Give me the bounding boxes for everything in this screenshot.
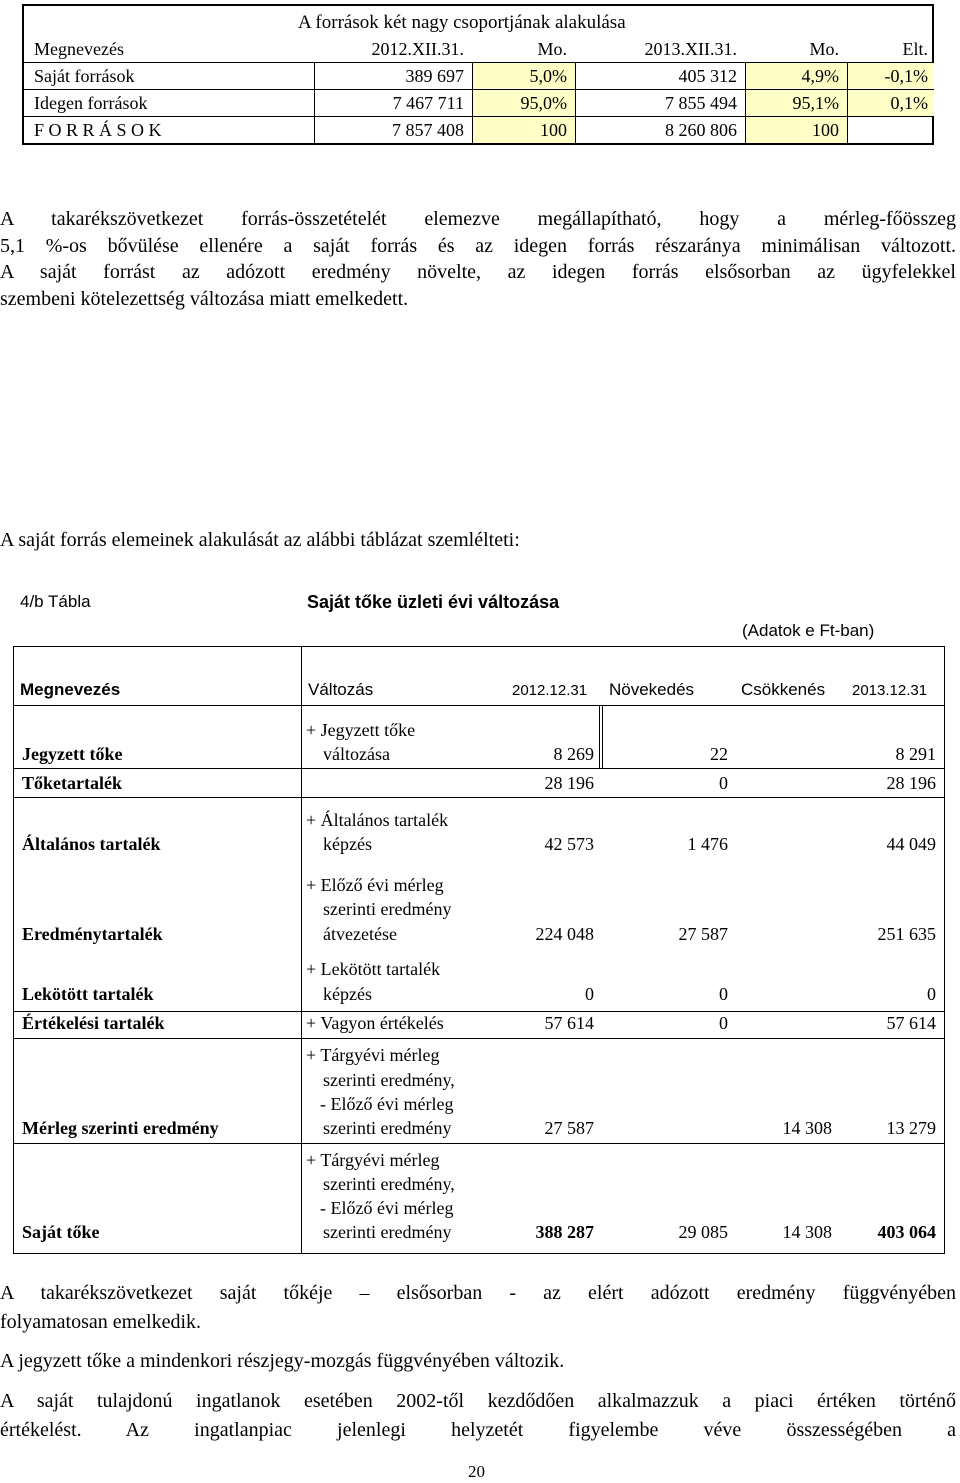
text-line: A saját forrást az adózott eredmény növelte, az idegen forrás elsősorban az ügyfelekkel [0, 261, 956, 283]
divider [13, 797, 945, 798]
cell: 100 [472, 117, 575, 143]
equity-paragraph [0, 1279, 956, 1337]
col-header-2012: 2012.12.31 [512, 682, 588, 699]
table-row [24, 116, 932, 143]
change-line: - Előző évi mérleg [320, 1198, 454, 1218]
text-line: értékelést. Az ingatlanpiac jelenlegi helyzetét figyelembe véve összességében a [0, 1419, 956, 1441]
sources-table-title: A források két nagy csoportjának alakulása [298, 12, 626, 33]
change-line: + Tárgyévi mérleg [306, 1150, 440, 1170]
analysis-paragraph [0, 206, 956, 312]
sources-table-title-row [24, 6, 932, 36]
value-2013: 57 614 [886, 1013, 936, 1033]
change-line: + Vagyon értékelés [306, 1013, 444, 1033]
header-mo-2013: Mo. [809, 39, 839, 59]
intro-sentence: A saját forrás elemeinek alakulását az alábbi táblázat szemlélteti: [0, 529, 520, 551]
change-line: szerinti eredmény [323, 1222, 452, 1242]
col-header-name: Megnevezés [20, 680, 121, 699]
value-increase: 0 [719, 1013, 728, 1033]
divider [13, 705, 945, 706]
row-name: Eredménytartalék [22, 924, 163, 944]
value-2013: 403 064 [877, 1222, 936, 1242]
divider [13, 1011, 945, 1012]
value-2013: 28 196 [886, 773, 936, 793]
cell: 5,0% [472, 63, 575, 89]
divider [13, 1143, 945, 1144]
cell: 0,1% [847, 90, 934, 116]
value-decrease: 14 308 [782, 1222, 832, 1242]
change-line: + Tárgyévi mérleg [306, 1045, 440, 1065]
row-name: Lekötött tartalék [22, 984, 154, 1004]
change-line: képzés [323, 984, 372, 1004]
divider [599, 706, 600, 768]
header-mo-2012: Mo. [537, 39, 567, 59]
registered-capital-sentence: A jegyzett tőke a mindenkori részjegy-mozgás függvényében változik. [0, 1350, 565, 1372]
value-2012: 388 287 [535, 1222, 594, 1242]
unit-note: (Adatok e Ft-ban) [742, 621, 875, 640]
cell [847, 117, 934, 143]
change-line: + Jegyzett tőke [306, 720, 416, 740]
cell: 95,0% [472, 90, 575, 116]
value-decrease: 14 308 [782, 1118, 832, 1138]
divider [301, 646, 302, 1254]
col-header-2013: 2013.12.31 [852, 682, 928, 699]
row-name: F O R R Á S O K [34, 120, 162, 140]
divider [13, 768, 945, 769]
value-increase: 27 587 [678, 924, 728, 944]
row-name: Értékelési tartalék [22, 1013, 165, 1033]
change-line: + Előző évi mérleg [306, 875, 444, 895]
sources-table-header [24, 36, 932, 62]
value-increase: 0 [719, 984, 728, 1004]
value-2012: 224 048 [535, 924, 594, 944]
value-2012: 0 [585, 984, 594, 1004]
header-name: Megnevezés [34, 39, 124, 59]
value-2013: 8 291 [895, 744, 936, 764]
table-row [24, 89, 932, 116]
text-line: A saját tulajdonú ingatlanok esetében 2002-től kezdődően alkalmazzuk a piaci értéken történő [0, 1390, 956, 1412]
cell: 389 697 [314, 63, 472, 89]
text-line: A takarékszövetkezet saját tőkéje – elsősorban - az elért adózott eredmény függvényében [0, 1282, 956, 1304]
change-line: szerinti eredmény [323, 899, 452, 919]
header-2013: 2013.XII.31. [644, 39, 737, 59]
page-number: 20 [468, 1462, 485, 1481]
change-line: szerinti eredmény, [323, 1070, 455, 1090]
text-line: folyamatosan emelkedik. [0, 1311, 202, 1333]
value-2012: 28 196 [544, 773, 594, 793]
text-line: szembeni kötelezettség változása miatt emelkedett. [0, 287, 409, 310]
divider [13, 1038, 945, 1039]
cell: 100 [745, 117, 847, 143]
value-2012: 8 269 [553, 744, 594, 764]
equity-table [13, 646, 945, 1254]
table-label: 4/b Tábla [20, 592, 91, 611]
row-name: Általános tartalék [22, 834, 161, 854]
sources-table [22, 4, 934, 145]
col-header-decrease: Csökkenés [741, 680, 826, 699]
value-2013: 0 [927, 984, 936, 1004]
change-line: + Lekötött tartalék [306, 959, 441, 979]
table-row [24, 62, 932, 89]
row-name: Idegen források [34, 93, 148, 113]
text-line: A takarékszövetkezet forrás-összetételét elemezve megállapítható, hogy a mérleg-főösszeg [0, 208, 956, 230]
col-header-change: Változás [308, 680, 374, 699]
value-increase: 22 [710, 744, 728, 764]
value-2012: 57 614 [544, 1013, 594, 1033]
cell: 7 467 711 [314, 90, 472, 116]
cell: 8 260 806 [575, 117, 745, 143]
row-name: Saját források [34, 66, 135, 86]
change-line: átvezetése [323, 924, 397, 944]
cell: 7 857 408 [314, 117, 472, 143]
table-title: Saját tőke üzleti évi változása [307, 592, 560, 612]
cell: 95,1% [745, 90, 847, 116]
header-elt: Elt. [902, 39, 928, 59]
text-line: 5,1 %-os bővülése ellenére a saját forrás és az idegen forrás részaránya minimálisan változott. [0, 234, 956, 257]
change-line: szerinti eredmény, [323, 1174, 455, 1194]
change-line: változása [323, 744, 390, 764]
cell: 405 312 [575, 63, 745, 89]
value-increase: 29 085 [678, 1222, 728, 1242]
value-2013: 251 635 [877, 924, 936, 944]
row-name: Jegyzett tőke [22, 744, 123, 764]
cell: 4,9% [745, 63, 847, 89]
value-2013: 13 279 [886, 1118, 936, 1138]
col-header-increase: Növekedés [609, 680, 695, 699]
value-increase: 1 476 [687, 834, 728, 854]
change-line: képzés [323, 834, 372, 854]
cell: 7 855 494 [575, 90, 745, 116]
change-line: szerinti eredmény [323, 1118, 452, 1138]
value-2012: 27 587 [544, 1118, 594, 1138]
value-2012: 42 573 [544, 834, 594, 854]
value-increase: 0 [719, 773, 728, 793]
header-2012: 2012.XII.31. [371, 39, 464, 59]
divider [602, 706, 603, 768]
row-name: Mérleg szerinti eredmény [22, 1118, 219, 1138]
value-2013: 44 049 [886, 834, 936, 854]
row-name: Tőketartalék [22, 773, 122, 793]
row-name: Saját tőke [22, 1222, 100, 1242]
change-line: + Általános tartalék [306, 810, 449, 830]
cell: -0,1% [847, 63, 934, 89]
change-line: - Előző évi mérleg [320, 1094, 454, 1114]
real-estate-paragraph [0, 1387, 956, 1445]
